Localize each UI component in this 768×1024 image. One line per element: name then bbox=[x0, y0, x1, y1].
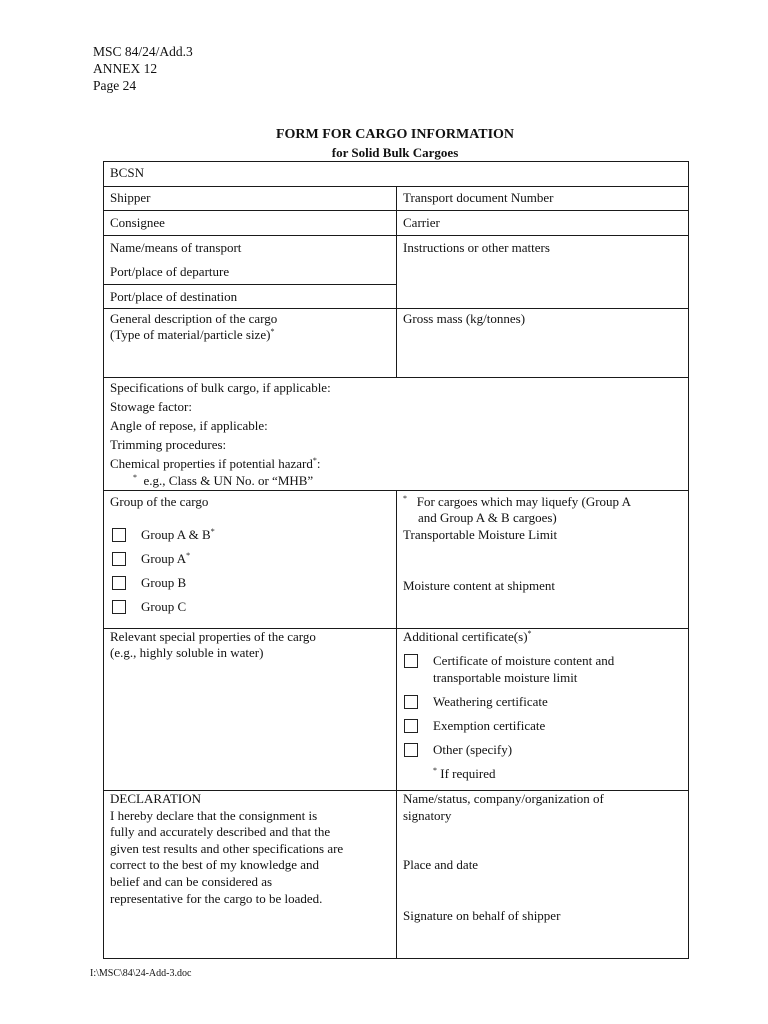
exemption-certificate-checkbox[interactable] bbox=[404, 719, 418, 733]
declaration-text-line: given test results and other specifications are bbox=[110, 841, 344, 856]
group-b-checkbox[interactable] bbox=[112, 576, 126, 590]
moisture-content-label: Moisture content at shipment bbox=[403, 578, 556, 593]
group-a-checkbox[interactable] bbox=[112, 552, 126, 566]
other-certificate-checkbox[interactable] bbox=[404, 743, 418, 757]
exemption-certificate-label: Exemption certificate bbox=[433, 718, 546, 733]
specifications-label: Specifications of bulk cargo, if applicable: bbox=[110, 380, 331, 395]
group-a-b-label: Group A & B* bbox=[141, 527, 215, 542]
class-un-hint: * e.g., Class & UN No. or “MHB” bbox=[133, 473, 314, 488]
signatory-name-label-continued: signatory bbox=[403, 808, 452, 823]
transport-document-label: Transport document Number bbox=[403, 190, 554, 205]
group-c-checkbox[interactable] bbox=[112, 600, 126, 614]
material-particle-size-label: (Type of material/particle size)* bbox=[110, 327, 275, 342]
moisture-certificate-label-continued: transportable moisture limit bbox=[433, 670, 578, 685]
shipper-label: Shipper bbox=[110, 190, 151, 205]
group-a-label: Group A* bbox=[141, 551, 191, 566]
moisture-certificate-label: Certificate of moisture content and bbox=[433, 653, 615, 668]
declaration-heading: DECLARATION bbox=[110, 791, 201, 806]
instructions-label: Instructions or other matters bbox=[403, 240, 550, 255]
if-required-note: * If required bbox=[433, 766, 496, 781]
asterisk-mark: * bbox=[433, 766, 437, 775]
declaration-text-line: I hereby declare that the consignment is bbox=[110, 808, 318, 823]
signatory-name-label: Name/status, company/organization of bbox=[403, 791, 604, 806]
asterisk-mark: * bbox=[270, 327, 275, 336]
liquefy-note: * For cargoes which may liquefy (Group A bbox=[403, 494, 631, 509]
declaration-text-line: fully and accurately described and that the bbox=[110, 824, 331, 839]
moisture-certificate-checkbox[interactable] bbox=[404, 654, 418, 668]
declaration-text-line: belief and can be considered as bbox=[110, 874, 273, 889]
weathering-certificate-label: Weathering certificate bbox=[433, 694, 548, 709]
annex-label: ANNEX 12 bbox=[93, 61, 158, 76]
group-c-label: Group C bbox=[141, 599, 187, 614]
weathering-certificate-checkbox[interactable] bbox=[404, 695, 418, 709]
port-destination-label: Port/place of destination bbox=[110, 289, 238, 304]
means-of-transport-label: Name/means of transport bbox=[110, 240, 242, 255]
declaration-text-line: representative for the cargo to be loaded. bbox=[110, 891, 323, 906]
asterisk-mark: * bbox=[527, 629, 532, 638]
asterisk-mark: * bbox=[403, 494, 407, 503]
bcsn-label: BCSN bbox=[110, 165, 144, 180]
other-certificate-label: Other (specify) bbox=[433, 742, 513, 757]
form-title: FORM FOR CARGO INFORMATION bbox=[275, 127, 515, 142]
stowage-factor-label: Stowage factor: bbox=[110, 399, 192, 414]
gross-mass-label: Gross mass (kg/tonnes) bbox=[403, 311, 526, 326]
port-departure-label: Port/place of departure bbox=[110, 264, 230, 279]
declaration-text-line: correct to the best of my knowledge and bbox=[110, 857, 320, 872]
angle-of-repose-label: Angle of repose, if applicable: bbox=[110, 418, 268, 433]
special-properties-label: Relevant special properties of the cargo bbox=[110, 629, 316, 644]
liquefy-note-continued: and Group A & B cargoes) bbox=[418, 510, 557, 525]
document-reference: MSC 84/24/Add.3 bbox=[93, 44, 193, 59]
chemical-properties-label: Chemical properties if potential hazard*: bbox=[110, 456, 321, 471]
asterisk-mark: * bbox=[133, 473, 137, 482]
general-description-label: General description of the cargo bbox=[110, 311, 278, 326]
group-a-b-checkbox[interactable] bbox=[112, 528, 126, 542]
file-path-footer: I:\MSC\84\24-Add-3.doc bbox=[90, 968, 192, 979]
signature-label: Signature on behalf of shipper bbox=[403, 908, 561, 923]
form-subtitle: for Solid Bulk Cargoes bbox=[331, 145, 459, 160]
place-and-date-label: Place and date bbox=[403, 857, 479, 872]
asterisk-mark: * bbox=[312, 456, 317, 465]
consignee-label: Consignee bbox=[110, 215, 165, 230]
tml-label: Transportable Moisture Limit bbox=[403, 527, 558, 542]
group-b-label: Group B bbox=[141, 575, 187, 590]
page-number: Page 24 bbox=[93, 78, 137, 93]
additional-certificates-label: Additional certificate(s)* bbox=[403, 629, 532, 644]
asterisk-mark: * bbox=[210, 527, 215, 536]
trimming-procedures-label: Trimming procedures: bbox=[110, 437, 227, 452]
asterisk-mark: * bbox=[186, 551, 191, 560]
special-properties-example: (e.g., highly soluble in water) bbox=[110, 645, 264, 660]
carrier-label: Carrier bbox=[403, 215, 440, 230]
group-heading: Group of the cargo bbox=[110, 494, 209, 509]
